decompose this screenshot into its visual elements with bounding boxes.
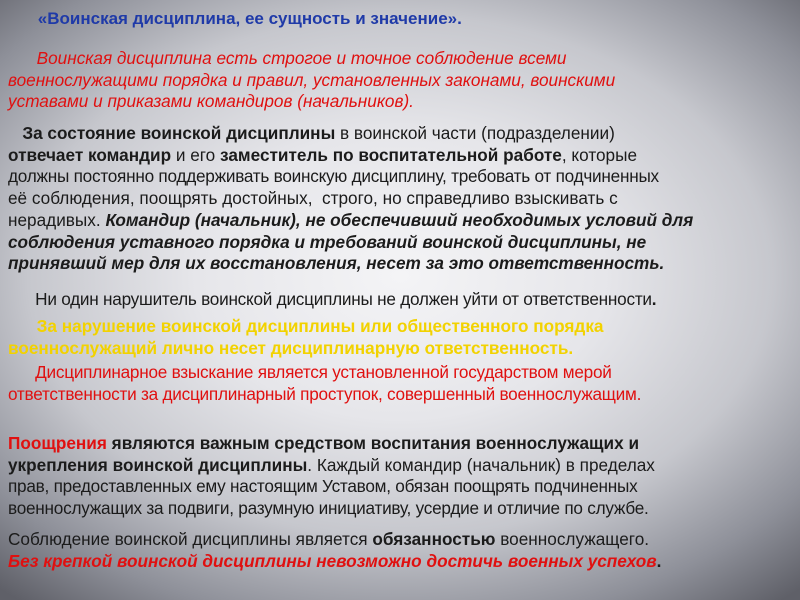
no-violator-paragraph — [8, 289, 796, 311]
definition-paragraph — [8, 48, 796, 113]
no-violator-text: Ни один нарушитель воинской дисциплины не должен уйти от ответственности — [8, 289, 652, 309]
duty-line-1 — [8, 529, 796, 551]
no-violator-line — [8, 289, 796, 311]
responsibility-bold-1: За состояние воинской дисциплины — [8, 123, 336, 143]
penalty-line-2: ответственности за дисциплинарный проступок, совершенный военнослужащим. — [8, 383, 642, 404]
responsibility-line-3: должны постоянно поддерживать воинскую дисциплину, требовать от подчиненных — [8, 166, 659, 187]
commander-clause-3: принявший мер для их восстановления, несет за это ответственность. — [8, 253, 665, 274]
violation-line-2: военнослужащий лично несет дисциплинарную ответственность. — [8, 337, 574, 358]
responsibility-text-3: , которые — [561, 144, 638, 165]
responsibility-text-2: и его — [171, 144, 221, 165]
success-clause: Без крепкой воинской дисциплины невозможно достичь военных успехов — [8, 550, 657, 571]
responsibility-line-4: её соблюдения, поощрять достойных, строго, но справедливо взыскивать с — [8, 188, 618, 209]
commander-clause-2: соблюдения уставного порядка и требований воинской дисциплины, не — [8, 231, 647, 252]
responsibility-line-1 — [8, 123, 796, 145]
responsibility-line-2 — [8, 145, 796, 167]
no-violator-period: . — [651, 289, 657, 309]
responsibility-text-4: нерадивых. — [8, 209, 106, 230]
violation-line-1: За нарушение воинской дисциплины или общественного порядка — [8, 316, 604, 336]
rewards-bold-2: укрепления воинской дисциплины — [8, 454, 308, 475]
responsibility-text-1: в воинской части (подразделении) — [335, 123, 615, 143]
penalty-line-1: Дисциплинарное взыскание является установленной государством мерой — [8, 362, 612, 382]
duty-text-1: Соблюдение воинской дисциплины является — [8, 529, 373, 549]
definition-line-3: уставами и приказами командиров (начальников). — [8, 91, 414, 112]
violation-paragraph — [8, 316, 796, 359]
rewards-word: Поощрения — [8, 433, 107, 453]
duty-bold: обязанностью — [372, 529, 496, 549]
penalty-paragraph — [8, 362, 796, 405]
responsibility-paragraph — [8, 123, 796, 275]
rewards-bold-1: являются важным средством воспитания военнослужащих и — [106, 433, 640, 453]
rewards-line-2 — [8, 455, 796, 477]
rewards-line-3: прав, предоставленных ему настоящим Уставом, обязан поощрять подчиненных — [8, 476, 638, 497]
rewards-line-1 — [8, 433, 796, 455]
definition-line-2: военнослужащими порядка и правил, установленных законами, воинскими — [8, 69, 616, 90]
responsibility-line-5 — [8, 210, 796, 232]
rewards-paragraph — [8, 433, 796, 520]
duty-paragraph — [8, 529, 796, 572]
commander-clause-1: Командир (начальник), не обеспечивший необходимых условий для — [105, 209, 694, 230]
rewards-text-2: . Каждый командир (начальник) в пределах — [307, 454, 655, 475]
rewards-line-4: военнослужащих за подвиги, разумную инициативу, усердие и отличие по службе. — [8, 498, 649, 519]
slide-title: «Воинская дисциплина, ее сущность и значение». — [0, 9, 462, 28]
duty-text-2: военнослужащего. — [495, 529, 650, 549]
responsibility-bold-3: заместитель по воспитательной работе — [220, 144, 562, 165]
duty-line-2 — [8, 551, 796, 573]
responsibility-bold-2: отвечает командир — [8, 144, 172, 165]
success-period: . — [656, 550, 662, 571]
definition-line-1: Воинская дисциплина есть строгое и точное соблюдение всеми — [8, 48, 567, 68]
